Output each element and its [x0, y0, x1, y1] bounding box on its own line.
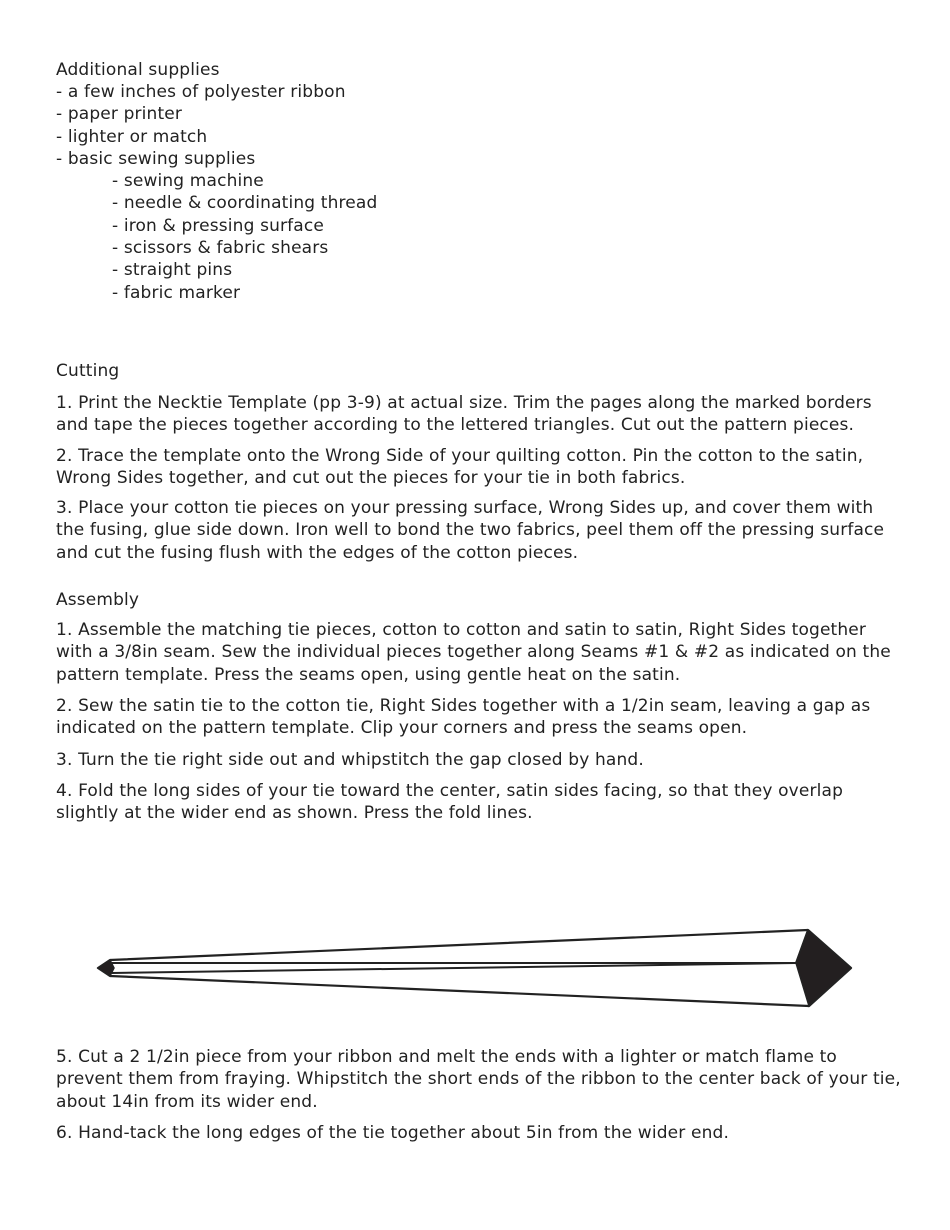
assembly-step: 1. Assemble the matching tie pieces, cotton to cotton and satin to satin, Right Sides together with a 3/8in seam. Sew the individual pieces together along Seams #1 & #2 as indicated on the pattern template. Press the seams open, using gentle heat on the satin.	[56, 620, 891, 685]
cutting-step: 1. Print the Necktie Template (pp 3-9) at actual size. Trim the pages along the marked borders and tape the pieces together according to the lettered triangles. Cut out the pattern pieces.	[56, 392, 872, 436]
folded-tie-drawing	[96, 926, 856, 1014]
cutting-step: 2. Trace the template onto the Wrong Side of your quilting cotton. Pin the cotton to the satin, Wrong Sides together, and cut out the pieces for your tie in both fabrics.	[56, 445, 864, 488]
sewing-supply-item: - iron & pressing surface	[112, 215, 324, 236]
tie-lower-fold	[112, 963, 796, 973]
instructions-continued	[56, 1046, 902, 1144]
assembly-step: 2. Sew the satin tie to the cotton tie, Right Sides together with a 1/2in seam, leaving a gap as indicated on the pattern template. Clip your corners and press the seams open.	[56, 695, 871, 739]
tie-tip-dark	[98, 960, 114, 976]
assembly-heading: Assembly	[56, 590, 140, 611]
instructions-page	[56, 59, 902, 824]
assembly-step: 3. Turn the tie right side out and whipstitch the gap closed by hand.	[56, 749, 644, 770]
sewing-supply-item: - straight pins	[112, 260, 233, 281]
supplies-section	[56, 59, 902, 304]
assembly-step: 6. Hand-tack the long edges of the tie together about 5in from the wider end.	[56, 1122, 729, 1143]
supply-item: - lighter or match	[56, 126, 208, 147]
cutting-heading: Cutting	[56, 360, 120, 381]
supplies-heading: Additional supplies	[56, 60, 220, 80]
supply-item: - basic sewing supplies	[56, 148, 256, 169]
sewing-supply-item: - sewing machine	[112, 171, 264, 192]
assembly-step: 5. Cut a 2 1/2in piece from your ribbon and melt the ends with a lighter or match flame to prevent them from fraying. Whipstitch the short ends of the ribbon to the center back of your tie, about 14in from its wider end.	[56, 1047, 901, 1112]
sewing-supply-item: - needle & coordinating thread	[112, 193, 378, 214]
folded-tie-illustration	[96, 926, 856, 1014]
supply-item: - paper printer	[56, 104, 183, 125]
sewing-supply-item: - fabric marker	[112, 282, 241, 303]
cutting-step: 3. Place your cotton tie pieces on your pressing surface, Wrong Sides up, and cover them with the fusing, glue side down. Iron well to bond the two fabrics, peel them off the pressing surface and cut the fusing flush with the edges of the cotton pieces.	[56, 498, 885, 563]
tie-wide-end-dark	[796, 930, 851, 1006]
sewing-supply-item: - scissors & fabric shears	[112, 238, 329, 259]
assembly-step: 4. Fold the long sides of your tie toward the center, satin sides facing, so that they overlap slightly at the wider end as shown. Press the fold lines.	[56, 780, 844, 824]
supply-item: - a few inches of polyester ribbon	[56, 82, 346, 102]
